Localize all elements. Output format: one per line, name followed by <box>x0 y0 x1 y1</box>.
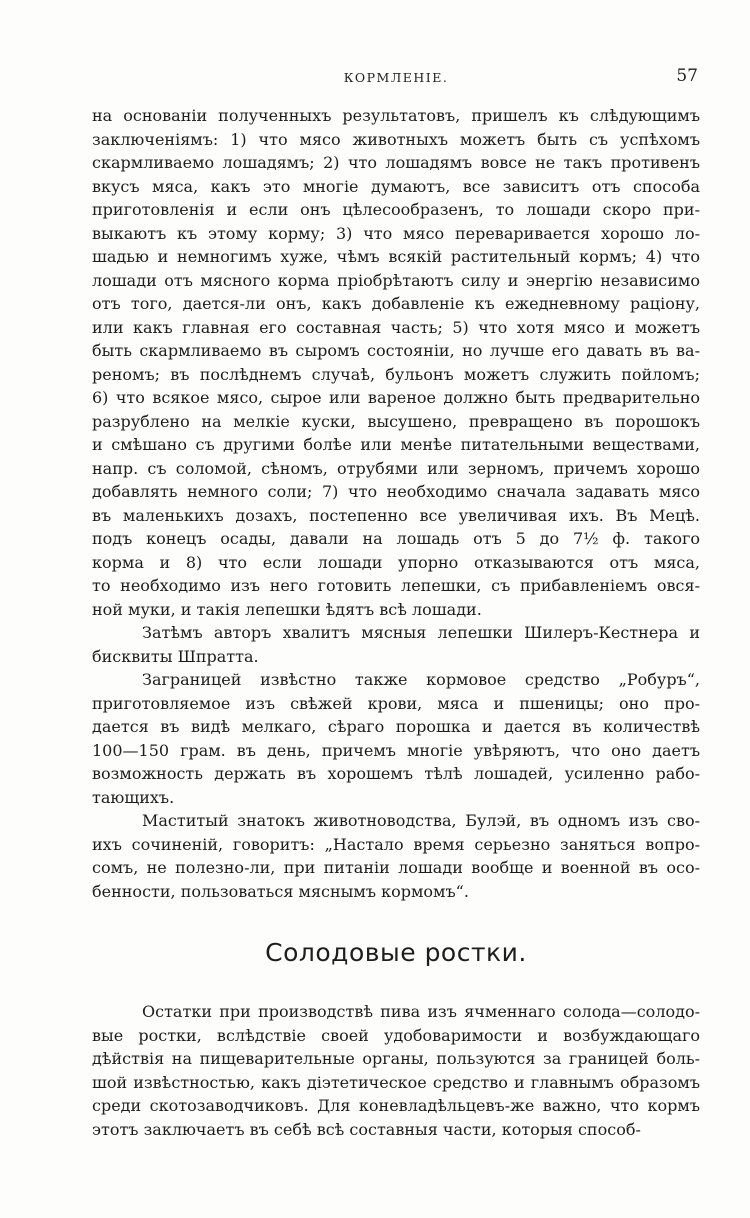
paragraph <box>92 621 700 668</box>
paragraph <box>92 809 700 903</box>
text-line: подъ конецъ осады, давали на лошадь отъ 5 до 7½ ф. такого <box>92 529 700 548</box>
text-line: заключеніямъ: 1) что мясо животныхъ можетъ быть съ успѣхомъ <box>92 129 700 149</box>
text-line: вые ростки, вслѣдствіе своей удобоваримости и возбуждающаго <box>92 1025 700 1045</box>
text-line: Заграницей извѣстно также кормовое средство „Робуръ“, <box>142 670 700 689</box>
text-line: добавлять немного соли; 7) что необходимо сначала задавать мясо <box>92 482 700 501</box>
text-line: напр. съ соломой, сѣномъ, отрубями или зерномъ, причемъ хорошо <box>92 458 700 478</box>
text-line: бенности, пользоваться мяснымъ кормомъ“. <box>92 881 469 901</box>
page-number: 57 <box>676 66 698 86</box>
text-line: приготовляемое изъ свѣжей крови, мяса и пшеницы; оно про- <box>92 693 700 713</box>
text-line: и смѣшано съ другими болѣе или менѣе питательными веществами, <box>92 435 700 454</box>
text-line: дается въ видѣ мелкаго, сѣраго порошка и дается въ количествѣ <box>92 717 700 736</box>
text-line: тающихъ. <box>92 787 175 807</box>
text-line: лошади отъ мясного корма пріобрѣтаютъ силу и энергію независимо <box>92 270 700 290</box>
text-line: этотъ заключаетъ въ себѣ всѣ составныя части, которыя способ- <box>92 1119 641 1139</box>
text-line: шой извѣстностью, какъ діэтетическое средство и главнымъ образомъ <box>92 1072 700 1092</box>
text-line: Маститый знатокъ животноводства, Булэй, въ одномъ изъ сво- <box>142 811 700 830</box>
text-line: Остатки при производствѣ пива изъ ячменнаго солода—солодо- <box>142 1002 700 1021</box>
text-line: приготовленія и если онъ цѣлесообразенъ, то лошади скоро при- <box>92 200 700 219</box>
section-text <box>92 1000 700 1141</box>
section-heading: Солодовые ростки. <box>265 938 527 967</box>
body-text <box>92 104 700 903</box>
text-line: реномъ; въ послѣднемъ случаѣ, бульонъ можетъ служить пойломъ; <box>92 364 700 384</box>
text-line: Затѣмъ авторъ хвалитъ мясныя лепешки Шилеръ-Кестнера и <box>142 623 700 642</box>
text-line: бисквиты Шпратта. <box>92 646 259 666</box>
text-line: отъ того, дается-ли онъ, какъ добавленіе къ ежедневному раціону, <box>92 294 700 313</box>
text-line: на основаніи полученныхъ результатовъ, пришелъ къ слѣдующимъ <box>92 106 700 125</box>
running-title: КОРМЛЕНІЕ. <box>343 70 449 85</box>
text-line: разрублено на мелкіе куски, высушено, превращено въ порошокъ <box>92 411 700 431</box>
text-line: ихъ сочиненій, говоритъ: „Настало время серьезно заняться вопро- <box>92 834 700 854</box>
text-line: вкусъ мяса, какъ это многіе думаютъ, все зависитъ отъ способа <box>92 176 700 196</box>
text-line: среди скотозаводчиковъ. Для коневладѣльцевъ-же важно, что кормъ <box>92 1096 700 1115</box>
text-line: 100—150 грам. въ день, причемъ многіе увѣряютъ, что оно даетъ <box>92 740 700 760</box>
running-head <box>92 66 700 90</box>
text-line: сомъ, не полезно-ли, при питаніи лошади вообще и военной въ осо- <box>92 858 700 877</box>
paragraph <box>92 668 700 809</box>
text-line: быть скармливаемо въ сыромъ состояніи, но лучше его давать въ ва- <box>92 341 700 360</box>
text-line: шадью и немногимъ хуже, чѣмъ всякій растительный кормъ; 4) что <box>92 247 700 266</box>
text-line: выкаютъ къ этому корму; 3) что мясо переваривается хорошо ло- <box>92 223 700 243</box>
text-line: дѣйствія на пищеварительные органы, пользуются за границей боль- <box>92 1049 700 1068</box>
text-line: или какъ главная его составная часть; 5) что хотя мясо и можетъ <box>92 317 700 337</box>
text-line: 6) что всякое мясо, сырое или вареное должно быть предварительно <box>92 388 700 407</box>
text-line: корма и 8) что если лошади упорно отказываются отъ мяса, <box>92 552 700 572</box>
text-line: скармливаемо лошадямъ; 2) что лошадямъ вовсе не такъ противенъ <box>92 153 700 172</box>
text-line: возможность держать въ хорошемъ тѣлѣ лошадей, усиленно рабо- <box>92 764 700 783</box>
paragraph <box>92 104 700 621</box>
text-line: въ маленькихъ дозахъ, постепенно все увеличивая ихъ. Въ Мецѣ. <box>92 505 700 525</box>
text-line: ной муки, и такія лепешки ѣдятъ всѣ лошади. <box>92 599 482 619</box>
paragraph <box>92 1000 700 1141</box>
text-line: то необходимо изъ него готовить лепешки, съ прибавленіемъ овся- <box>92 576 700 595</box>
